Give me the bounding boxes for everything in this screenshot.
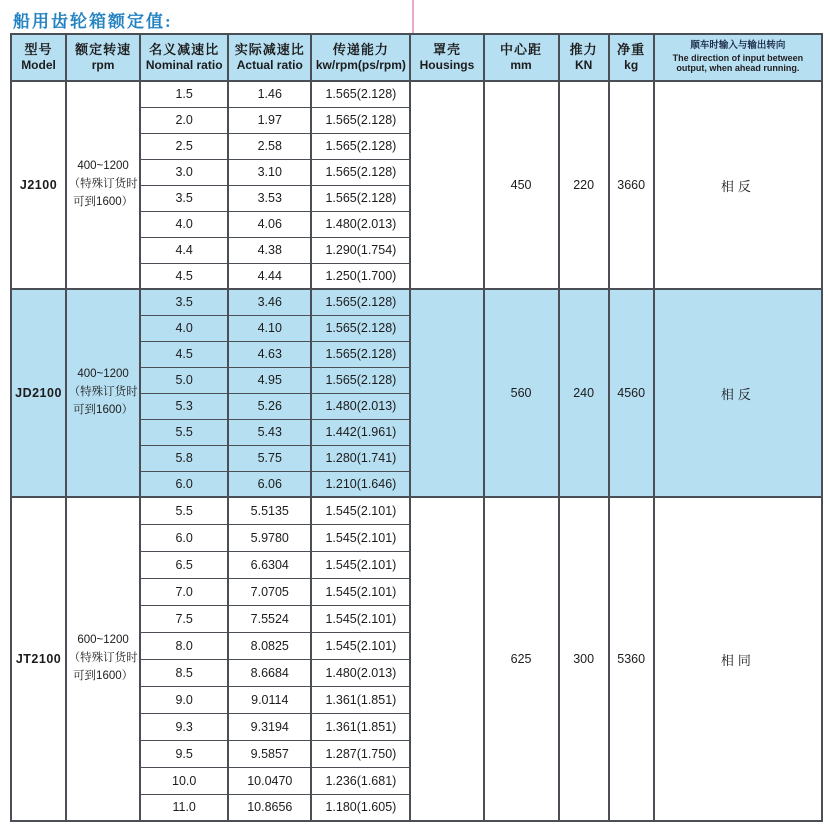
col-header-actual-ratio-zh: 实际减速比 xyxy=(234,41,305,57)
nominal-ratio-cell: 6.0 xyxy=(140,471,228,497)
net-weight-cell: 4560 xyxy=(609,289,654,497)
actual-ratio-cell: 3.10 xyxy=(228,159,311,185)
col-header-rated-speed xyxy=(66,34,140,81)
capacity-cell: 1.250(1.700) xyxy=(311,263,410,289)
nominal-ratio-cell: 5.5 xyxy=(140,497,228,524)
nominal-ratio-cell: 3.5 xyxy=(140,289,228,315)
nominal-ratio-cell: 8.5 xyxy=(140,659,228,686)
nominal-ratio-cell: 11.0 xyxy=(140,794,228,821)
col-header-actual-ratio xyxy=(228,34,311,81)
nominal-ratio-cell: 4.5 xyxy=(140,341,228,367)
col-header-direction xyxy=(654,34,822,81)
model-cell: JT2100 xyxy=(11,497,66,821)
page-title: 船用齿轮箱额定值: xyxy=(13,12,173,31)
center-distance-cell: 450 xyxy=(484,81,559,289)
col-header-capacity-zh: 传递能力 xyxy=(332,41,389,57)
actual-ratio-cell: 4.10 xyxy=(228,315,311,341)
actual-ratio-cell: 5.75 xyxy=(228,445,311,471)
capacity-cell: 1.565(2.128) xyxy=(311,315,410,341)
col-header-housings-en: Housings xyxy=(419,58,475,73)
housings-cell xyxy=(410,497,483,821)
direction-cell: 相反 xyxy=(654,81,822,289)
col-header-housings-zh: 罩壳 xyxy=(432,41,461,57)
nominal-ratio-cell: 3.0 xyxy=(140,159,228,185)
actual-ratio-cell: 9.5857 xyxy=(228,740,311,767)
table-row xyxy=(11,81,822,107)
actual-ratio-cell: 3.46 xyxy=(228,289,311,315)
gearbox-ratings-table xyxy=(10,33,823,822)
net-weight-cell: 5360 xyxy=(609,497,654,821)
col-header-model xyxy=(11,34,66,81)
actual-ratio-cell: 6.06 xyxy=(228,471,311,497)
col-header-net-weight-en: kg xyxy=(624,58,639,73)
col-header-capacity-en: kw/rpm(ps/rpm) xyxy=(315,58,406,73)
col-header-thrust xyxy=(559,34,609,81)
thrust-cell: 300 xyxy=(559,497,609,821)
rpm-range-line: 可到1600） xyxy=(73,403,134,416)
capacity-cell: 1.545(2.101) xyxy=(311,551,410,578)
col-header-actual-ratio-en: Actual ratio xyxy=(236,58,303,73)
actual-ratio-cell: 9.0114 xyxy=(228,686,311,713)
capacity-cell: 1.361(1.851) xyxy=(311,713,410,740)
housings-cell xyxy=(410,81,483,289)
actual-ratio-cell: 5.9780 xyxy=(228,524,311,551)
rpm-range-line: 600~1200 xyxy=(77,634,129,647)
col-header-nominal-ratio-en: Nominal ratio xyxy=(145,58,223,73)
nominal-ratio-cell: 5.5 xyxy=(140,419,228,445)
rpm-range-line: （特殊订货时 xyxy=(68,178,138,191)
capacity-cell: 1.565(2.128) xyxy=(311,341,410,367)
nominal-ratio-cell: 7.5 xyxy=(140,605,228,632)
capacity-cell: 1.480(2.013) xyxy=(311,393,410,419)
actual-ratio-cell: 8.0825 xyxy=(228,632,311,659)
actual-ratio-cell: 7.0705 xyxy=(228,578,311,605)
capacity-cell: 1.180(1.605) xyxy=(311,794,410,821)
actual-ratio-cell: 5.26 xyxy=(228,393,311,419)
col-header-thrust-zh: 推力 xyxy=(569,41,598,57)
col-header-center-distance-zh: 中心距 xyxy=(500,41,543,57)
thrust-cell: 220 xyxy=(559,81,609,289)
col-header-direction-zh: 顺车时输入与输出转向 xyxy=(690,40,786,51)
actual-ratio-cell: 5.43 xyxy=(228,419,311,445)
nominal-ratio-cell: 5.8 xyxy=(140,445,228,471)
nominal-ratio-cell: 3.5 xyxy=(140,185,228,211)
actual-ratio-cell: 4.44 xyxy=(228,263,311,289)
actual-ratio-cell: 10.0470 xyxy=(228,767,311,794)
table-row xyxy=(11,497,822,524)
actual-ratio-cell: 4.38 xyxy=(228,237,311,263)
actual-ratio-cell: 1.97 xyxy=(228,107,311,133)
col-header-net-weight-zh: 净重 xyxy=(617,41,646,57)
capacity-cell: 1.280(1.741) xyxy=(311,445,410,471)
thrust-cell: 240 xyxy=(559,289,609,497)
rpm-range-cell xyxy=(66,81,140,289)
col-header-center-distance-en: mm xyxy=(510,58,532,73)
actual-ratio-cell: 9.3194 xyxy=(228,713,311,740)
col-header-net-weight xyxy=(609,34,654,81)
nominal-ratio-cell: 2.0 xyxy=(140,107,228,133)
capacity-cell: 1.287(1.750) xyxy=(311,740,410,767)
capacity-cell: 1.236(1.681) xyxy=(311,767,410,794)
rpm-range-line: 400~1200 xyxy=(77,368,129,381)
rpm-range-line: 可到1600） xyxy=(73,669,134,682)
rpm-range-line: 400~1200 xyxy=(77,160,129,173)
model-cell: JD2100 xyxy=(11,289,66,497)
nominal-ratio-cell: 6.5 xyxy=(140,551,228,578)
nominal-ratio-cell: 6.0 xyxy=(140,524,228,551)
actual-ratio-cell: 2.58 xyxy=(228,133,311,159)
actual-ratio-cell: 3.53 xyxy=(228,185,311,211)
model-cell: J2100 xyxy=(11,81,66,289)
direction-cell: 相同 xyxy=(654,497,822,821)
capacity-cell: 1.545(2.101) xyxy=(311,524,410,551)
nominal-ratio-cell: 9.5 xyxy=(140,740,228,767)
capacity-cell: 1.545(2.101) xyxy=(311,605,410,632)
nominal-ratio-cell: 5.0 xyxy=(140,367,228,393)
rpm-range-cell xyxy=(66,289,140,497)
capacity-cell: 1.565(2.128) xyxy=(311,289,410,315)
col-header-thrust-en: KN xyxy=(574,58,593,73)
actual-ratio-cell: 4.63 xyxy=(228,341,311,367)
actual-ratio-cell: 5.5135 xyxy=(228,497,311,524)
nominal-ratio-cell: 4.4 xyxy=(140,237,228,263)
col-header-rated-speed-en: rpm xyxy=(91,58,115,73)
col-header-direction-en: The direction of input between output, when ahead running. xyxy=(672,52,804,74)
capacity-cell: 1.480(2.013) xyxy=(311,211,410,237)
capacity-cell: 1.442(1.961) xyxy=(311,419,410,445)
capacity-cell: 1.545(2.101) xyxy=(311,632,410,659)
actual-ratio-cell: 10.8656 xyxy=(228,794,311,821)
capacity-cell: 1.545(2.101) xyxy=(311,578,410,605)
capacity-cell: 1.480(2.013) xyxy=(311,659,410,686)
rpm-range-line: （特殊订货时 xyxy=(68,652,138,665)
capacity-cell: 1.361(1.851) xyxy=(311,686,410,713)
header-row xyxy=(11,34,822,81)
table-row xyxy=(11,289,822,315)
actual-ratio-cell: 7.5524 xyxy=(228,605,311,632)
housings-cell xyxy=(410,289,483,497)
nominal-ratio-cell: 4.5 xyxy=(140,263,228,289)
col-header-nominal-ratio xyxy=(140,34,228,81)
actual-ratio-cell: 6.6304 xyxy=(228,551,311,578)
fold-mark-line xyxy=(412,0,414,34)
col-header-model-en: Model xyxy=(21,58,56,73)
col-header-capacity xyxy=(311,34,410,81)
direction-cell: 相反 xyxy=(654,289,822,497)
rpm-range-cell xyxy=(66,497,140,821)
nominal-ratio-cell: 10.0 xyxy=(140,767,228,794)
actual-ratio-cell: 1.46 xyxy=(228,81,311,107)
capacity-cell: 1.565(2.128) xyxy=(311,81,410,107)
capacity-cell: 1.565(2.128) xyxy=(311,133,410,159)
capacity-cell: 1.565(2.128) xyxy=(311,159,410,185)
col-header-center-distance xyxy=(484,34,559,81)
center-distance-cell: 625 xyxy=(484,497,559,821)
rpm-range-line: （特殊订货时 xyxy=(68,386,138,399)
nominal-ratio-cell: 4.0 xyxy=(140,315,228,341)
col-header-nominal-ratio-zh: 名义减速比 xyxy=(149,41,220,57)
capacity-cell: 1.565(2.128) xyxy=(311,185,410,211)
actual-ratio-cell: 4.95 xyxy=(228,367,311,393)
nominal-ratio-cell: 9.0 xyxy=(140,686,228,713)
actual-ratio-cell: 4.06 xyxy=(228,211,311,237)
nominal-ratio-cell: 1.5 xyxy=(140,81,228,107)
nominal-ratio-cell: 9.3 xyxy=(140,713,228,740)
nominal-ratio-cell: 2.5 xyxy=(140,133,228,159)
capacity-cell: 1.545(2.101) xyxy=(311,497,410,524)
col-header-rated-speed-zh: 额定转速 xyxy=(75,41,132,57)
net-weight-cell: 3660 xyxy=(609,81,654,289)
col-header-housings xyxy=(410,34,483,81)
nominal-ratio-cell: 4.0 xyxy=(140,211,228,237)
capacity-cell: 1.565(2.128) xyxy=(311,107,410,133)
actual-ratio-cell: 8.6684 xyxy=(228,659,311,686)
capacity-cell: 1.565(2.128) xyxy=(311,367,410,393)
rpm-range-line: 可到1600） xyxy=(73,195,134,208)
nominal-ratio-cell: 8.0 xyxy=(140,632,228,659)
center-distance-cell: 560 xyxy=(484,289,559,497)
capacity-cell: 1.290(1.754) xyxy=(311,237,410,263)
nominal-ratio-cell: 5.3 xyxy=(140,393,228,419)
col-header-model-zh: 型号 xyxy=(24,41,53,57)
capacity-cell: 1.210(1.646) xyxy=(311,471,410,497)
nominal-ratio-cell: 7.0 xyxy=(140,578,228,605)
